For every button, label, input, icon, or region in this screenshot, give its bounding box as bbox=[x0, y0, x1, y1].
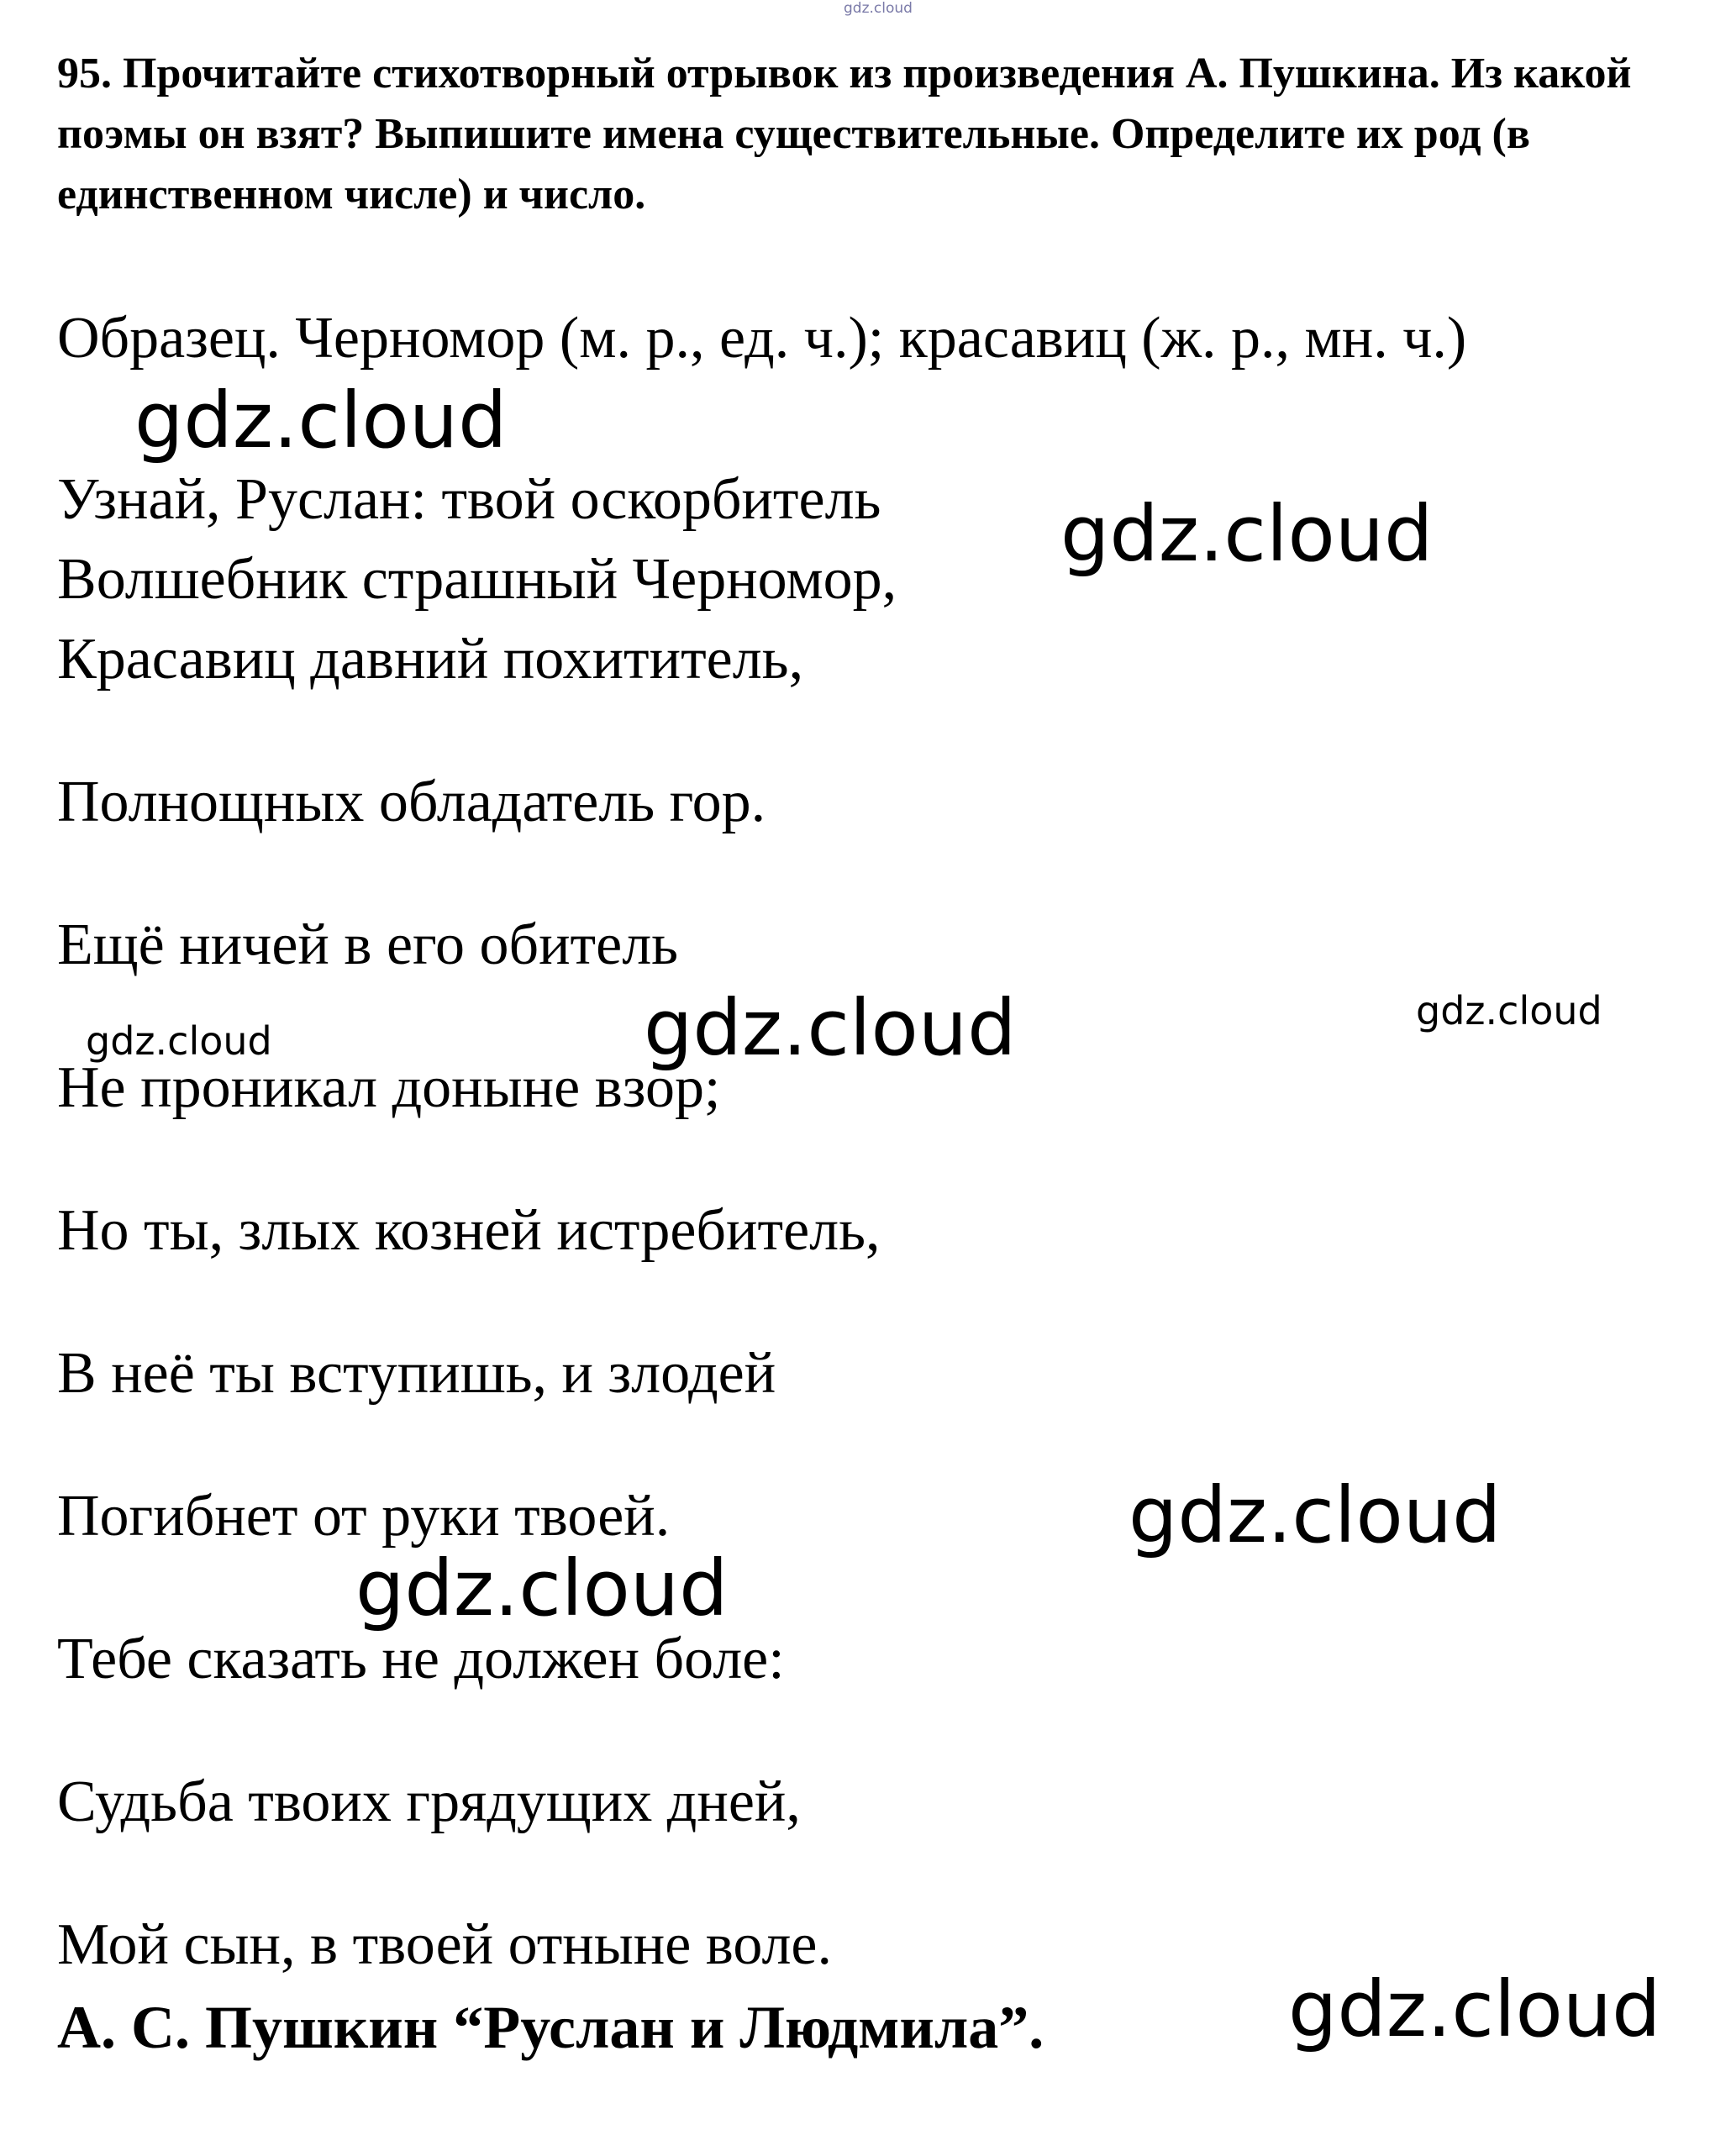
watermark: gdz.cloud bbox=[1416, 988, 1602, 1033]
poem-line: Ещё ничей в его обитель bbox=[57, 912, 679, 977]
watermark: gdz.cloud bbox=[86, 1018, 272, 1064]
watermark: gdz.cloud bbox=[355, 1543, 729, 1633]
poem-line: Полнощных обладатель гор. bbox=[57, 770, 766, 834]
watermark: gdz.cloud bbox=[644, 983, 1017, 1073]
watermark: gdz.cloud bbox=[1288, 1964, 1661, 2054]
poem-line: Узнай, Руслан: твой оскорбитель bbox=[57, 467, 881, 532]
poem-line: Волшебник страшный Черномор, bbox=[57, 547, 897, 612]
watermark: gdz.cloud bbox=[1060, 489, 1434, 579]
watermark: gdz.cloud bbox=[134, 376, 508, 465]
source-attribution: А. С. Пушкин “Руслан и Людмила”. bbox=[57, 1994, 1044, 2061]
task-heading: 95. Прочитайте стихотворный отрывок из произведения А. Пушкина. Из какой поэмы он взят? Выпишите имена существительные. Определите их род (в единственном числе) и число. bbox=[57, 50, 1632, 218]
watermark: gdz.cloud bbox=[1129, 1470, 1502, 1560]
watermark: gdz.cloud bbox=[844, 0, 913, 17]
poem-line: Красавиц давний похититель, bbox=[57, 627, 804, 691]
poem-line: Но ты, злых козней истребитель, bbox=[57, 1198, 881, 1263]
poem-line: Не проникал доныне взор; bbox=[57, 1055, 721, 1120]
example-line: Образец. Черномор (м. р., ед. ч.); красавиц (ж. р., мн. ч.) bbox=[57, 306, 1467, 371]
poem-line: Тебе сказать не должен боле: bbox=[57, 1627, 785, 1691]
poem-line: Мой сын, в твоей отныне воле. bbox=[57, 1912, 832, 1977]
poem-line: В неё ты вступишь, и злодей bbox=[57, 1341, 776, 1406]
poem-line: Судьба твоих грядущих дней, bbox=[57, 1769, 801, 1834]
poem-line: Погибнет от руки твоей. bbox=[57, 1484, 671, 1549]
